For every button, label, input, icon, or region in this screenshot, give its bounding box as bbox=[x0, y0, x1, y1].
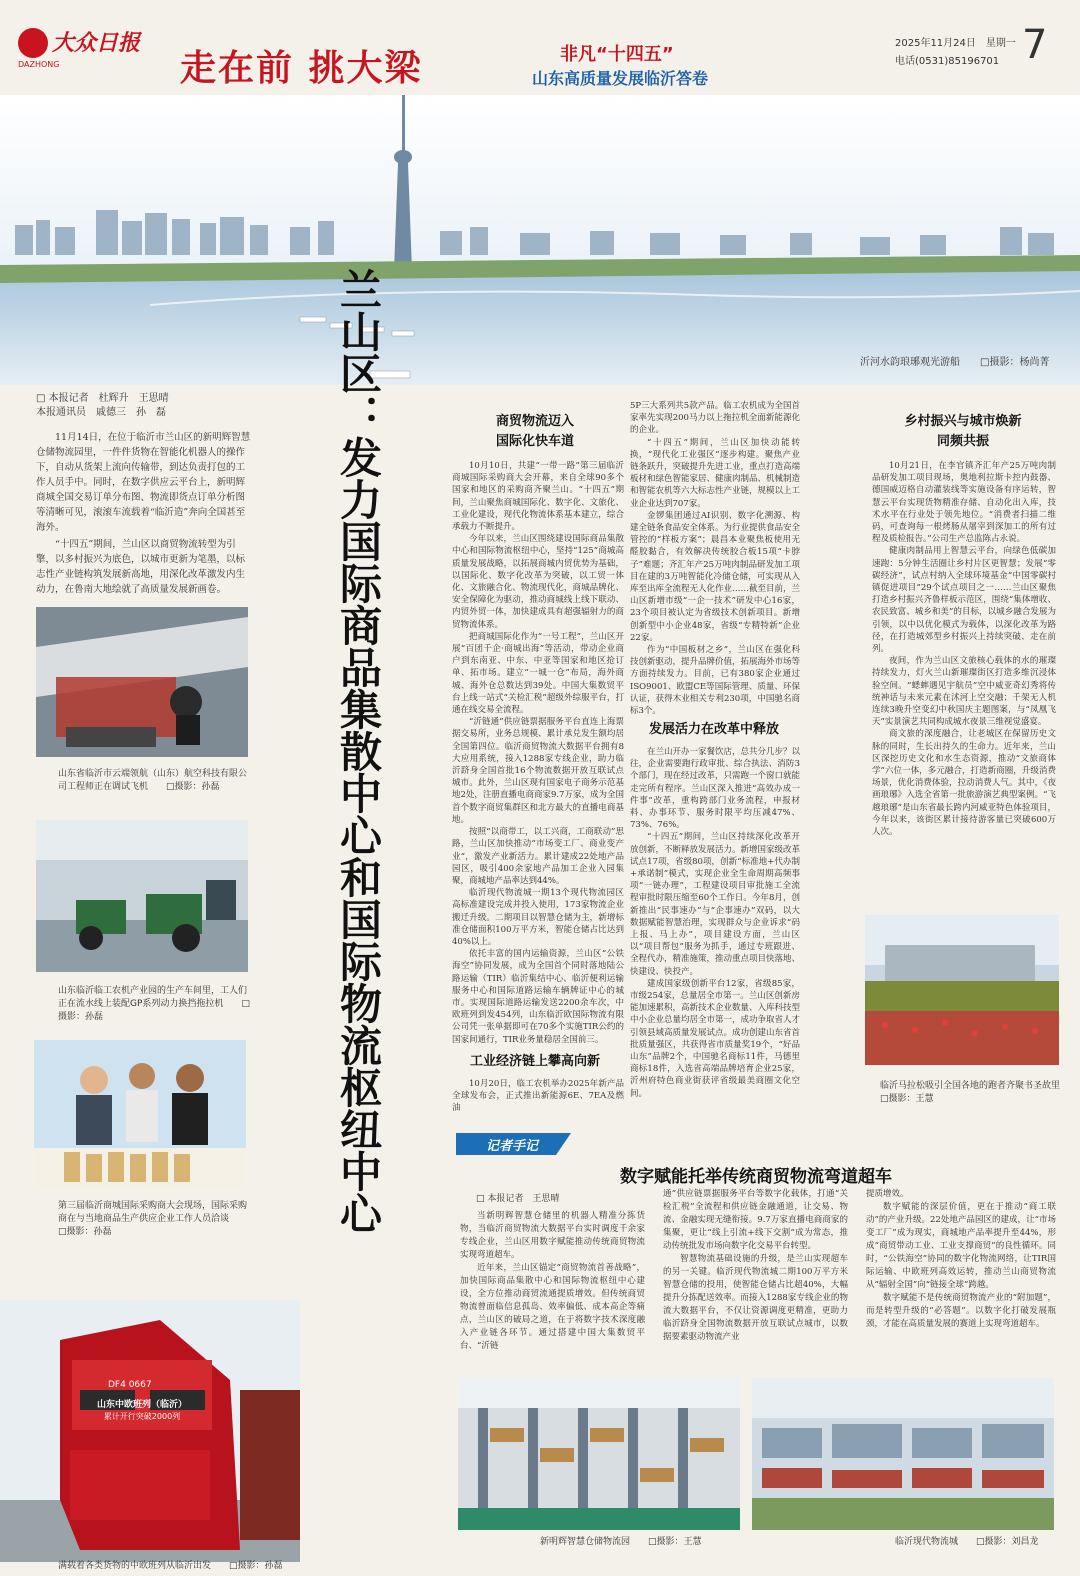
note-title: 数字赋能托举传统商贸物流弯道超车 bbox=[620, 1167, 892, 1187]
aircraft-engineer-illustration bbox=[36, 607, 248, 757]
article-paragraph: 在兰山开办一家餐饮店，总共分几步？以往，企业需要跑行政审批、综合执法、消防3个部门，现在经过改革，只需跑一个窗口就能走完所有程序。兰山区深入推进“高效办成一件事”改革，重构跨部门业务流程，申报材料、办事环节、服务时限平均压减47%、73%、76%。 bbox=[630, 747, 801, 831]
series-subtitle: 山东高质量发展临沂答卷 bbox=[532, 69, 709, 88]
article-paragraph: 商文旅的深度融合，让老城区在保留历史文脉的同时，生长出持久的生命力。近年来，兰山区深挖历史文化和水生态资源，推动“文旅商体学”六位一体，多元融合，打造新商圈，升级消费场景，优化消费体验，拉动消费人气。其中，《夜画琅琊》入选全省第一批旅游演艺典型案例。“飞越琅琊”是山东省最长跨内河威亚特色体验项目，今年以来，该街区累计接待游客量已突破600万人次。 bbox=[872, 729, 1056, 838]
article-paragraph: 依托丰富的国内运输资源，兰山区“公铁海空”协同发展，成为全国首个同时落地陆公路运输（TIR）临沂集结中心、临沂便利运输服务中心和国际道路运输车辆牌证中心的城市。实现国际道路运输发送2200余车次，中欧班列到发454列，山东临沂欧国际物流有限公司凭一张单据即可在70多个实施TIR公约的国家间通行，TIR业务量稳居全国前三。 bbox=[452, 949, 624, 1045]
article-paragraph: 临沂现代物流城一期13个现代物流园区高标准建设完成并投入使用，173家物流企业搬迁升级。二期项目以智慧仓储为主，新增标准仓储面积100万平方米，智能仓储占比达到40%以上。 bbox=[452, 888, 624, 947]
note-paragraph: 智慧物流基础设施的升级，是兰山实现超车的另一关键。临沂现代物流城二期100万平方米智慧仓储的投用，使智能仓储占比超40%，大幅提升分拣配送效率。而接入1288家专线企业的物流大数据平台，不仅让资源调度更精准，更助力临沂跻身全国物流数据开放互联试点城市，以数据要素驱动物流产业 bbox=[663, 1254, 848, 1342]
hero-cityscape-photo bbox=[0, 95, 1080, 385]
article-paragraph: 建成国家级创新平台12家，省级85家，市级254家，总量居全市第一。兰山区创新房能加速累积，高新技术企业数量、入库科技型中小企业总量均居全市第一，成功争取省人才引领县域高质量发展试点。成功创建山东省首批质量强区，共获得省市质量奖19个，“好品山东”品牌2个，中国驰名商标11件，马德里商标18件，入选省高端品牌培育企业25家，沂州府特色商业街获评省级最美商圈文化空间。 bbox=[630, 978, 801, 1099]
photo-caption: 满载着各类货物的中欧班列从临沂出发 □摄影：孙磊 bbox=[58, 1561, 283, 1571]
article-paragraph: 10月20日，临工农机举办2025年新产品全球发布会，正式推出新能源6E、7EA及燃油 bbox=[452, 1079, 624, 1114]
newspaper-logo-sub: DAZHONG bbox=[18, 60, 60, 69]
reporters-note-label: 记者手记 bbox=[486, 1139, 539, 1154]
note-paragraph: 提质增效。 bbox=[866, 1189, 909, 1199]
photo-caption: 第三届临沂商城国际采购商大会现场，国际采购商在与当地商品生产供应企业工作人员洽谈 □摄影：孙磊 bbox=[58, 1201, 248, 1237]
marathon-illustration bbox=[865, 915, 1059, 1065]
article-paragraph: 今年以来，兰山区围绕建设国际商品集散中心和国际物流枢纽中心，坚持“125”商城高质量发展战略，以拓展商城内贸优势为基础，以国际化、数字化改革为突破，以工贸一体化、文旅融合化、物流现代化，商城品牌化、安全保障化为驱动，推动商城线上线下联动、内贸外贸一体，加快建成具有超强辐射力的商贸物流体系。 bbox=[452, 534, 624, 630]
page-number: 7 bbox=[1022, 22, 1048, 68]
note-paragraph: 数字赋能不是传统商贸物流产业的“附加题”，而是转型升级的“必答题”。以数字化打破发展瓶颈，才能在高质量发展的赛道上实现弯道超车。 bbox=[866, 1293, 1056, 1329]
photo-aircraft-engineer bbox=[36, 607, 248, 757]
photo-caption: 临沂马拉松吸引全国各地的跑者齐聚书圣故里 □摄影：王慧 bbox=[880, 1081, 1079, 1104]
section-heading bbox=[447, 412, 623, 452]
train-number: DF4 0667 bbox=[108, 1380, 152, 1390]
lead-paragraph: “十四五”期间，兰山区以商贸物流转型为引擎，以多村振兴为底色，以城市更新为笔墨，以标志性产业链构筑发展新高地，用深化改革激发内生动力，在鲁南大地绘就了高质量发展新画卷。 bbox=[36, 539, 246, 595]
note-column-1 bbox=[460, 1210, 645, 1370]
section-heading: 发展活力在改革中释放 bbox=[648, 722, 779, 737]
train-illustration bbox=[0, 1300, 300, 1562]
photo-warehouse bbox=[458, 1378, 740, 1530]
note-paragraph: 数字赋能的深层价值，更在于推动“商工联动”的产业升级。22处地产品园区的建成，让“市场变工厂”成为现实，商城地产品率提升至44%，形成“商贸带动工业、工业支撑商贸”的良性循环。同时，“公铁海空”协同的数字化物流网络，让TIR国际运输、中欧班列高效运转，推动兰山商贸物流从“辐射全国”向“链接全球”跨越。 bbox=[866, 1202, 1056, 1290]
article-column-1-cont bbox=[452, 1078, 624, 1118]
article-paragraph: 夜间，作为兰山区文旅核心载体的水的璀璨持续发力，灯火兰山新璀璨街区打造多维沉浸体验空间。“蟋蟀遇见宇航员”空中威亚奇幻秀将传统神话与未来元素在沭河上空交融；千架无人机连续3晚升空变幻中秋国庆主题图案，与“凤凰飞天”实景演艺共同构成城水夜景三维视觉盛宴。 bbox=[872, 656, 1056, 728]
article-paragraph: 把商城国际化作为“一号工程”，兰山区开展“百团千企·商城出海”等活动，带动企业商户到东南亚、中东、中亚等国家和地区抢订单、拓市场。建立“一城一仓”布局，海外商城、海外仓总数达到39处。中国大集数贸平台上线一站式“关检汇税”超级外综服平台，打通在线交易全流程。 bbox=[452, 631, 624, 716]
photo-marathon bbox=[865, 915, 1059, 1065]
section-heading-line: 乡村振兴与城市焕新 bbox=[904, 414, 1022, 429]
article-column-2-cont bbox=[630, 746, 800, 1118]
article-column-2 bbox=[630, 400, 801, 717]
tractor-factory-illustration bbox=[36, 820, 248, 972]
photo-tractor-factory bbox=[36, 820, 248, 972]
section-heading-line: 国际化快车道 bbox=[495, 434, 574, 449]
lead-paragraph: 11月14日，在位于临沂市兰山区的新明辉智慧仓储物流园里，一件件货物在智能化机器人的操作下，自动从货架上流向传输带，到达负责打包的工作人员手中。同时，在数字供应云平台上，新明辉商城全国交易订单分布图、物流即货点订单分析图等清晰可见，滚滚车流载着“临沂造”奔向全国甚至海外。 bbox=[36, 432, 251, 533]
article-paragraph: “沂链通”供应链票据服务平台直连上海票据交易所，业务总规模、累计承兑发生额均居全国第四位。临沂商贸物流大数据平台拥有8大应用系统，接入1288家专线企业，助力临沂跻身全国首批16个物流数据开放互联试点城市。此外，兰山区现有国家电子商务示范基地2处，注册直播电商商家9.7万家，成为全国首个数字商贸集群区和北方最大的直播电商基地。 bbox=[452, 717, 624, 825]
note-paragraph: 当新明辉智慧仓储里的机器人精准分拣货物，当临沂商贸物流大数据平台实时调度千余家专线企业，兰山区用数字赋能推动传统商贸物流实现弯道超车。 bbox=[460, 1211, 645, 1260]
photo-china-europe-train bbox=[0, 1300, 300, 1562]
photo-caption: 山东临沂临工农机产业园的生产车间里，工人们正在流水线上装配GP系列动力换挡拖拉机 □摄影：孙磊 bbox=[58, 986, 250, 1022]
article-paragraph: 健康肉制品用上智慧云平台，向绿色低碳加速跑：5分钟生活圈让乡村片区更智慧；发展“零碳经济”，试点村纳入全球环境基金“中国零碳村镇促进项目”29个试点项目之一……兰山区聚焦打造乡村振兴齐鲁样板示范区，围绕“集体增收、农民致富、城乡和美”的目标，以城乡融合发展为引领，以中以优化模式为载体，以深化改革为路径，在打造城郊型乡村振兴上持续突破、走在前列。 bbox=[872, 546, 1056, 655]
article-paragraph: 金锣集团通过AI识别、数字化溯源、构建全链条食品安全体系。为行业提供食品安全管控的“样板方案”；晨昌本业聚焦板使用无醛胶黏合，有效解决传统胶合板15项“卡脖子”难题；齐汇年产25万吨肉制品研发加工项目在建的3万吨智能化冷储仓储，可实现从入库至出库全流程无人化作业……截至目前，兰山区新增市级“一企一技术”研发中心16家，23个项目被认定为省级技术创新项目。新增创新型中小企业48家，省级“专精特新”企业22家。 bbox=[630, 510, 801, 643]
newspaper-logo-icon bbox=[18, 28, 48, 58]
article-paragraph: 作为“中国板材之乡”，兰山区在强化科技创新驱动，提升品牌价值，拓展海外市场等方面持续发力。目前，已有380家企业通过ISO9001、欧盟CE等国际管理、质量、环保认证，获得木业相关专利230项，中国驰名商标3个。 bbox=[630, 645, 801, 717]
photo-logistics-city bbox=[752, 1378, 1054, 1530]
section-heading bbox=[868, 412, 1058, 452]
train-sign-subtitle: 累计开行突破2000列 bbox=[103, 1412, 181, 1421]
train-sign-title: 山东中欧班列（临沂） bbox=[96, 1400, 187, 1410]
note-byline: □ 本报记者 王思晴 bbox=[476, 1194, 560, 1204]
article-paragraph: “十四五”期间，兰山区持续深化改革开放创新，不断释放发展活力。新增国家级改革试点17项，省级80项，创新“标准地+代办制+承诺制”模式，实现企业全生命周期高频事项“一链办理”，工程建设项目审批施工全流程审批时限压缩至60个工作日。今年8月，创新推出“民事速办”与“企事速办”双码，以大数据赋能智慧治理，实现群众与企业诉求“码上报、马上办”，项目建设方面，兰山区以“项目帮包”服务为抓手，通过专班跟进、全程代办，精准施策，推动重点项目快落地、快建设、快投产。 bbox=[630, 832, 801, 977]
article-paragraph: 10月10日，共建“一带一路”第三届临沂商城国际采购商大会开幕，来自全球90多个国家和地区的采购商齐聚兰山。“十四五”期间，兰山聚焦商城国际化、数字化、文旅化、工业化建设，现代化物流体系基本建立，综合承载力不断提升。 bbox=[452, 461, 624, 533]
note-paragraph: 通”供应链票据服务平台等数字化载体，打通“关检汇税”全流程和供应链金融通道，让交易、物流、金融实现无缝衔接。9.7万家直播电商商家的集聚，更让“线上引流+线下交割”成为常态，推动传统批发市场向数字化交易平台转型。 bbox=[663, 1189, 848, 1251]
article-paragraph: 按照“以商带工，以工兴商，工商联动”思路，兰山区加快推动“市场变工厂、商业变产业”，激发产业新活力。累计建成22处地产品园区，吸引400余家地产品加工企业入园集聚，商城地产品率达到44%。 bbox=[452, 827, 624, 886]
article-paragraph: 10月21日，在李官镇齐汇年产25万吨肉制品研发加工项目现场，奥地利拉斯卡控内鼓器、德国威迈格自动灌装线等实施设备有序运转，智慧云平台实现货物精准存储、自动化出入库，技术水平在行业处于领先地位。“消费者扫描二维码，可查询每一根烤肠从屠宰到深加工的所有过程及质检报告。”公司生产总监陈占永说。 bbox=[872, 461, 1056, 545]
buyers-meeting-illustration bbox=[34, 1040, 246, 1188]
issue-date: 2025年11月24日 星期一 bbox=[895, 38, 1016, 49]
warehouse-illustration bbox=[458, 1378, 740, 1530]
photo-buyers-meeting bbox=[34, 1040, 246, 1188]
photo-caption: 新明辉智慧仓储物流园 □摄影：王慧 bbox=[540, 1537, 702, 1547]
lead-paragraphs bbox=[36, 430, 254, 599]
newspaper-logo: 大众日报 bbox=[52, 30, 141, 56]
main-headline: 兰山区：发力国际商品集散中心和国际物流枢纽中心 bbox=[334, 268, 383, 1234]
note-paragraph: 近年来，兰山区锚定“商贸物流首善战略”，加快国际商品集散中心和国际物流枢纽中心建设，全方位推动商贸流通提质增效。但传统商贸物流曾面临信息孤岛、效率偏低、成本高企等痛点，兰山区的破局之道，在于将数字技术深度融入产业链各环节。通过搭建中国大集数贸平台、“沂链 bbox=[460, 1263, 645, 1351]
byline-correspondents: 本报通讯员 戚德三 孙 磊 bbox=[36, 407, 166, 418]
page-slogan: 走在前 挑大梁 bbox=[180, 47, 423, 89]
hero-caption: 沂河水韵琅琊观光游船 □摄影：杨尚菁 bbox=[860, 357, 1050, 368]
article-column-3 bbox=[872, 460, 1056, 900]
series-title: 非凡“十四五” bbox=[560, 44, 674, 65]
section-heading: 工业经济链上攀高向新 bbox=[469, 1054, 600, 1069]
byline bbox=[36, 392, 256, 420]
section-heading-line: 同频共振 bbox=[936, 434, 989, 449]
note-column-3 bbox=[866, 1188, 1056, 1370]
article-column-1 bbox=[452, 460, 624, 1045]
photo-caption: 山东省临沂市云端领航（山东）航空科技有限公司工程师正在调试飞机 □摄影：孙磊 bbox=[58, 769, 248, 792]
article-paragraph: “十四五”期间，兰山区加快动能转换，“现代化工业强区”逐步构建。聚焦产业链条跃升，突破提升先进工业，重点打造高端板材和绿色智能家居、健康肉制品、机械制造和智能农机等六大标志性产业链，规模以上工业企业达到707家。 bbox=[630, 437, 801, 509]
article-paragraph: 5P三大系列共5款产品。临工农机成为全国首家率先实现200马力以上拖拉机全面新能源化的企业。 bbox=[630, 401, 800, 436]
byline-reporters: □ 本报记者 杜辉升 王思晴 bbox=[36, 393, 169, 404]
masthead bbox=[0, 0, 1080, 92]
logistics-city-illustration bbox=[752, 1378, 1054, 1530]
section-heading-line: 商贸物流迈入 bbox=[495, 414, 574, 429]
photo-caption: 临沂现代物流城 □摄影：刘昌龙 bbox=[895, 1537, 1039, 1547]
train-sign bbox=[82, 1400, 202, 1422]
phone-number: 电话(0531)85196701 bbox=[895, 56, 1000, 67]
note-column-2 bbox=[663, 1188, 848, 1370]
cityscape-illustration bbox=[0, 95, 1080, 385]
